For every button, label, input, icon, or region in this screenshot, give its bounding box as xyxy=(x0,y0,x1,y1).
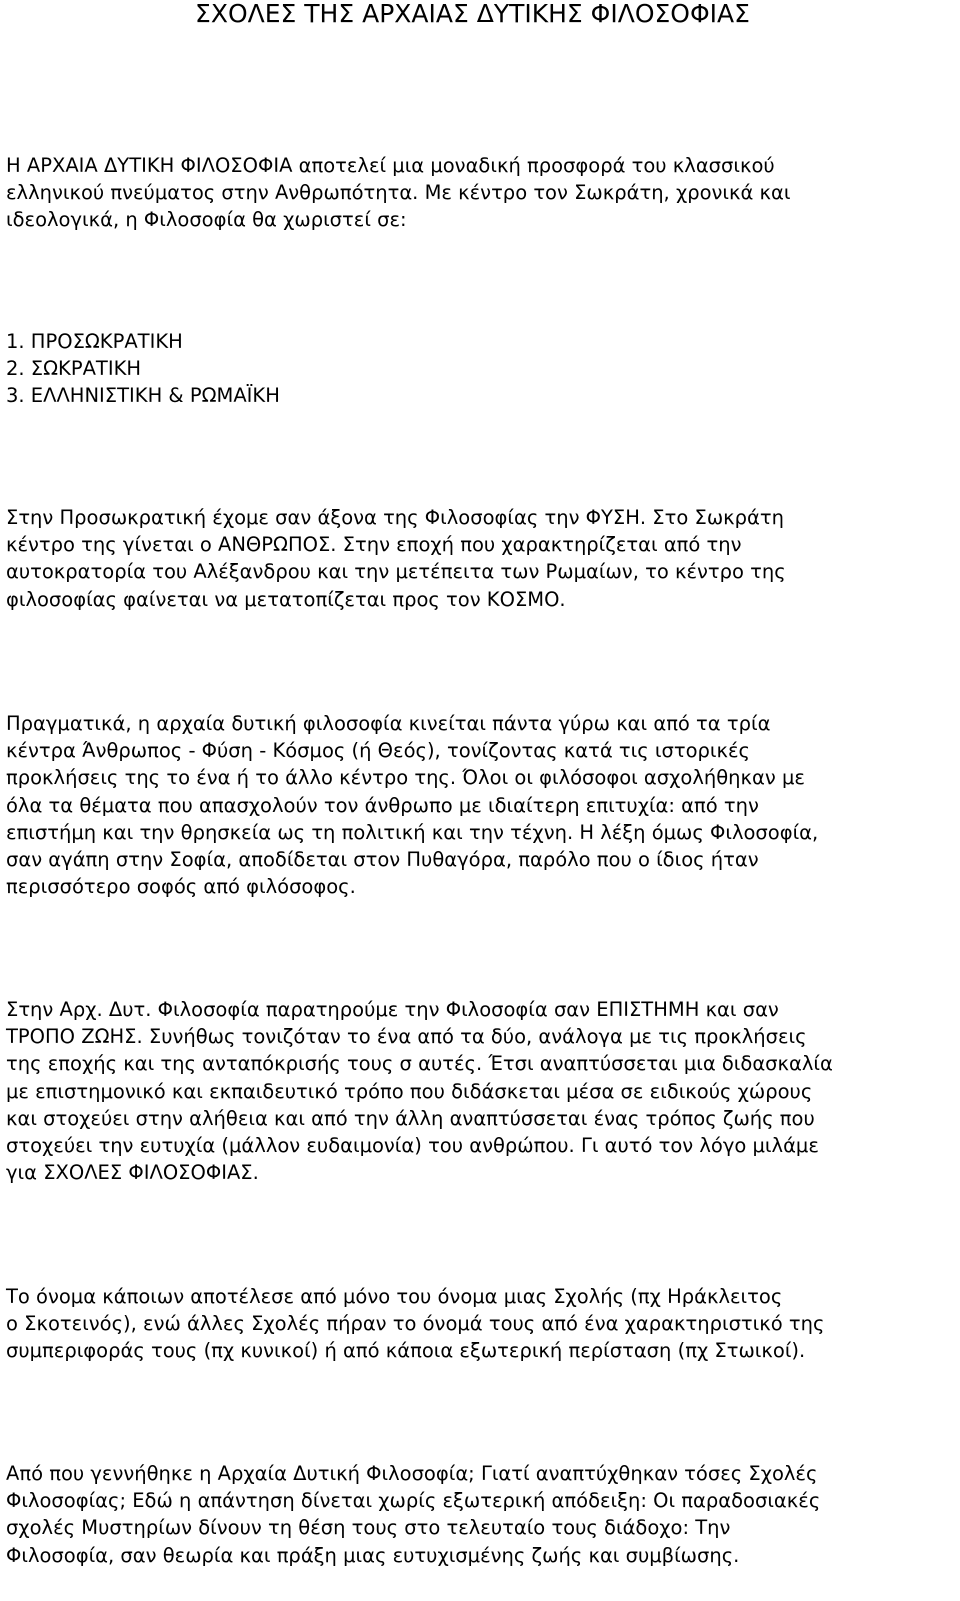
intro-paragraph: Η ΑΡΧΑΙΑ ΔΥΤΙΚΗ ΦΙΛΟΣΟΦΙΑ αποτελεί μια μοναδική προσφορά του κλασσικού ελληνικού πνεύματος στην Ανθρωπότητα. Με κέντρο τον Σωκράτη, χρονικά και ιδεολογικά, η Φιλοσοφία θα χωριστεί σε: xyxy=(6,154,791,232)
periods-list xyxy=(6,328,280,410)
list-item: 1. ΠΡΟΣΩΚΡΑΤΙΚΗ xyxy=(6,330,183,353)
science-paragraph: Στην Αρχ. Δυτ. Φιλοσοφία παρατηρούμε την Φιλοσοφία σαν ΕΠΙΣΤΗΜΗ και σαν ΤΡΟΠΟ ΖΩΗΣ. Συνήθως τονιζόταν το ένα από τα δύο, ανάλογα με τις προκλήσεις της εποχής και της ανταπόκρισής τους σ αυτές. Έτσι αναπτύσσεται μια διδασκαλία με επιστημονικό και εκπαιδευτικό τρόπο που διδάσκεται μέσα σε ειδικούς χώρους και στοχεύει στην αλήθεια και από την άλλη αναπτύσσεται ένας τρόπος ζωής που στοχεύει την ευτυχία (μάλλον ευδαιμονία) του ανθρώπου. Γι αυτό τον λόγο μιλάμε για ΣΧΟΛΕΣ ΦΙΛΟΣΟΦΙΑΣ. xyxy=(6,998,833,1185)
list-item: 2. ΣΩΚΡΑΤΙΚΗ xyxy=(6,357,142,381)
list-item: 3. ΕΛΛΗΝΙΣΤΙΚΗ & ΡΩΜΑΪΚΗ xyxy=(6,384,280,408)
names-paragraph: Το όνομα κάποιων αποτέλεσε από μόνο του όνομα μιας Σχολής (πχ Ηράκλειτος ο Σκοτεινός), ενώ άλλες Σχολές πήραν το όνομά τους από ένα χαρακτηριστικό της συμπεριφοράς τους (πχ κυνικοί) ή από κάποια εξωτερική περίσταση (πχ Στωικοί). xyxy=(6,1285,825,1363)
document-title: ΣΧΟΛΕΣ ΤΗΣ ΑΡΧΑΙΑΣ ΔΥΤΙΚΗΣ ΦΙΛΟΣΟΦΙΑΣ xyxy=(195,0,750,28)
centers-paragraph: Πραγματικά, η αρχαία δυτική φιλοσοφία κινείται πάντα γύρω και από τα τρία κέντρα Άνθρωπος - Φύση - Κόσμος (ή Θεός), τονίζοντας κατά τις ιστορικές προκλήσεις της το ένα ή το άλλο κέντρο της. Όλοι οι φιλόσοφοι ασχολήθηκαν με όλα τα θέματα που απασχολούν τον άνθρωπο με ιδιαίτερη επιτυχία: από την επιστήμη και την θρησκεία ως τη πολιτική και την τέχνη. Η λέξη όμως Φιλοσοφία, σαν αγάπη στην Σοφία, αποδίδεται στον Πυθαγόρα, παρόλο που ο ίδιος ήταν περισσότερο σοφός από φιλόσοφος. xyxy=(6,712,819,899)
origin-paragraph: Από που γεννήθηκε η Αρχαία Δυτική Φιλοσοφία; Γιατί αναπτύχθηκαν τόσες Σχολές Φιλοσοφίας; Εδώ η απάντηση δίνεται χωρίς εξωτερική απόδειξη: Οι παραδοσιακές σχολές Μυστηρίων δίνουν τη θέση τους στο τελευταίο τους διάδοχο: Την Φιλοσοφία, σαν θεωρία και πράξη μιας ευτυχισμένης ζωής και συμβίωσης. xyxy=(6,1462,821,1567)
axes-paragraph: Στην Προσωκρατική έχομε σαν άξονα της Φιλοσοφίας την ΦΥΣΗ. Στο Σωκράτη κέντρο της γίνεται ο ΑΝΘΡΩΠΟΣ. Στην εποχή που χαρακτηρίζεται από την αυτοκρατορία του Αλέξανδρου και την μετέπειτα των Ρωμαίων, το κέντρο της φιλοσοφίας φαίνεται να μετατοπίζεται προς τον ΚΟΣΜΟ. xyxy=(6,506,786,611)
